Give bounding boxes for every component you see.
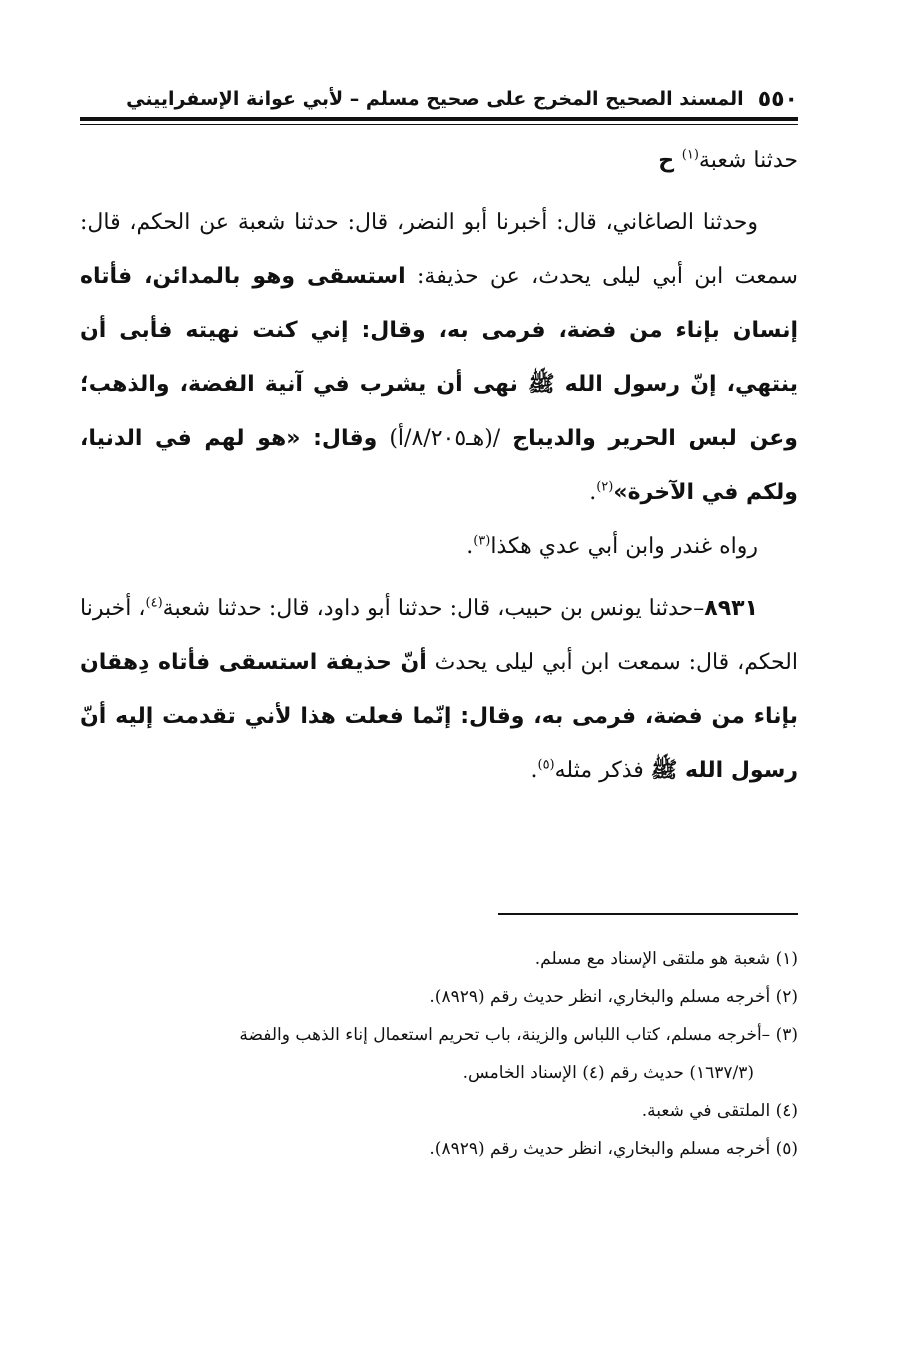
footnote-ref: (٢) [596, 479, 614, 495]
hadith-matn: أنّ حذيفة استسقى فأتاه دِهقان بإناء من فضة، فرمى به، وقال: إنّما فعلت هذا لأني تقدمت إليه أنّ رسول الله ﷺ [80, 650, 798, 783]
main-text [80, 134, 798, 798]
chain-line: حدثنا شعبة$^{(١)}$ ح [658, 147, 798, 173]
footnote-4: (٤) الملتقى في شعبة. [641, 1101, 798, 1121]
footnote-3-continued: (١٦٣٧/٣) حديث رقم (٤) الإسناد الخامس. [462, 1063, 754, 1083]
footnote-2: (٢) أخرجه مسلم والبخاري، انظر حديث رقم (٨٩٢٩). [429, 987, 798, 1007]
running-title: المسند الصحيح المخرج على صحيح مسلم – لأبي عوانة الإسفراييني [126, 88, 744, 110]
footnote-ref: (٥) [537, 757, 555, 773]
footnote-5: (٥) أخرجه مسلم والبخاري، انظر حديث رقم (٨٩٢٩). [429, 1139, 798, 1159]
hadith-paragraph: وحدثنا الصاغاني، قال: أخبرنا أبو النضر، قال: حدثنا شعبة عن الحكم، قال: سمعت ابن أبي ليلى يحدث، عن حذيفة: استسقى وهو بالمدائن، فأتاه إنسان بإناء من فضة، فرمى به، وقال: إني كنت نهيته فأبى أن ينتهي، إنّ رسول الله ﷺ نهى أن يشرب في آنية الفضة، والذهب؛ وعن لبس الحرير والديباج /(هـ٨/٢٠٥/أ) وقال: «هو لهم في الدنيا، ولكم في الآخرة»$^{(٢)}$. [80, 210, 798, 505]
hadith-matn: استسقى وهو بالمدائن، فأتاه إنسان بإناء من فضة، فرمى به، وقال: إني كنت نهيته فأبى أن ينتهي، إنّ رسول الله ﷺ نهى أن يشرب في آنية الفضة، والذهب؛ وعن لبس الحرير والديباج [80, 264, 798, 451]
page-number: ٥٥٠ [757, 86, 798, 112]
narration-note: رواه غندر وابن أبي عدي هكذا$^{(٣)}$. [466, 533, 758, 559]
hadith-paragraph: ٨٩٣١–حدثنا يونس بن حبيب، قال: حدثنا أبو داود، قال: حدثنا شعبة$^{(٤)}$، أخبرنا الحكم، قال: سمعت ابن أبي ليلى يحدث أنّ حذيفة استسقى فأتاه دِهقان بإناء من فضة، فرمى به، وقال: إنّما فعلت هذا لأني تقدمت إليه أنّ رسول الله ﷺ فذكر مثله$^{(٥)}$. [80, 595, 798, 783]
manuscript-ref: /(هـ٨/٢٠٥/أ) [377, 426, 513, 451]
header-rule-thin [80, 124, 798, 125]
footnote-ref: (١) [681, 147, 699, 163]
footnote-1: (١) شعبة هو ملتقى الإسناد مع مسلم. [534, 949, 798, 969]
running-header [80, 82, 798, 116]
footnote-separator [498, 913, 798, 915]
hadith-number: ٨٩٣١ [704, 596, 758, 621]
footnotes [80, 940, 798, 1168]
footnote-3: (٣) –أخرجه مسلم، كتاب اللباس والزينة، باب تحريم استعمال إناء الذهب والفضة [239, 1025, 798, 1045]
footnote-ref: (٤) [145, 595, 163, 611]
header-rule-thick [80, 117, 798, 121]
footnote-ref: (٣) [473, 533, 491, 549]
